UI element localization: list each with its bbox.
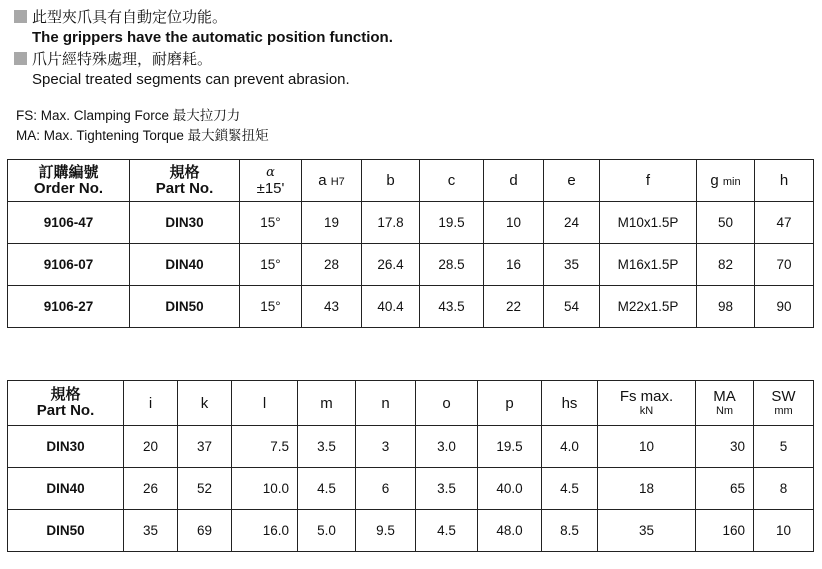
header-fs-unit: kN [639, 405, 654, 417]
cell-b: 26.4 [362, 244, 420, 286]
cell-k: 69 [178, 510, 232, 552]
header-i: i [124, 381, 178, 426]
cell-ma: 160 [696, 510, 754, 552]
header-alpha [240, 160, 302, 202]
header-a-sub: H7 [330, 176, 345, 188]
cell-d: 16 [484, 244, 544, 286]
header-l: l [232, 381, 298, 426]
cell-part-no: DIN50 [130, 286, 240, 328]
cell-c: 43.5 [420, 286, 484, 328]
header-order-en: Order No. [33, 179, 104, 197]
cell-n: 3 [356, 426, 416, 468]
header-ma [696, 381, 754, 426]
cell-e: 35 [544, 244, 600, 286]
cell-c: 19.5 [420, 202, 484, 244]
cell-k: 52 [178, 468, 232, 510]
cell-g: 98 [697, 286, 755, 328]
dimensions-table-2 [7, 380, 814, 552]
cell-g: 50 [697, 202, 755, 244]
cell-h: 70 [755, 244, 814, 286]
cell-fs: 35 [598, 510, 696, 552]
cell-alpha: 15° [240, 202, 302, 244]
cell-i: 35 [124, 510, 178, 552]
header-f: f [600, 160, 697, 202]
cell-c: 28.5 [420, 244, 484, 286]
note-2-zh-text: 爪片經特殊處理，耐磨耗。 [32, 51, 213, 68]
header-sw-unit: mm [774, 405, 793, 417]
header-fs-text: Fs max. [619, 388, 674, 405]
cell-k: 37 [178, 426, 232, 468]
header-b: b [362, 160, 420, 202]
cell-d: 22 [484, 286, 544, 328]
header-part-en: Part No. [155, 179, 214, 197]
table-row [8, 244, 814, 286]
table1-header-row [8, 160, 814, 202]
cell-f: M10x1.5P [600, 202, 697, 244]
header-part-zh: 規格 [169, 163, 200, 181]
cell-part-no: DIN40 [8, 468, 124, 510]
header-a [302, 160, 362, 202]
cell-h: 47 [755, 202, 814, 244]
cell-n: 9.5 [356, 510, 416, 552]
header-c: c [420, 160, 484, 202]
cell-m: 4.5 [298, 468, 356, 510]
cell-order-no: 9106-27 [8, 286, 130, 328]
header-ma-text: MA [713, 388, 736, 405]
cell-p: 19.5 [478, 426, 542, 468]
cell-part-no: DIN30 [8, 426, 124, 468]
header-part-no [8, 381, 124, 426]
cell-ma: 30 [696, 426, 754, 468]
cell-sw: 8 [754, 468, 814, 510]
cell-alpha: 15° [240, 286, 302, 328]
cell-part-no: DIN50 [8, 510, 124, 552]
header-fs [598, 381, 696, 426]
cell-f: M22x1.5P [600, 286, 697, 328]
header-o: o [416, 381, 478, 426]
header-order-zh: 訂購編號 [38, 163, 99, 181]
cell-b: 17.8 [362, 202, 420, 244]
square-bullet-icon [14, 52, 27, 65]
header-g-sub: min [722, 176, 741, 188]
cell-l: 16.0 [232, 510, 298, 552]
cell-o: 3.0 [416, 426, 478, 468]
cell-h: 90 [755, 286, 814, 328]
cell-f: M16x1.5P [600, 244, 697, 286]
cell-o: 3.5 [416, 468, 478, 510]
note-2-en: Special treated segments can prevent abrasion. [32, 71, 350, 88]
cell-sw: 10 [754, 510, 814, 552]
cell-sw: 5 [754, 426, 814, 468]
header-ma-unit: Nm [715, 405, 734, 417]
header-a-text: a [318, 172, 327, 189]
table-row [8, 510, 814, 552]
header-m: m [298, 381, 356, 426]
cell-hs: 8.5 [542, 510, 598, 552]
cell-m: 3.5 [298, 426, 356, 468]
cell-g: 82 [697, 244, 755, 286]
cell-n: 6 [356, 468, 416, 510]
header-d: d [484, 160, 544, 202]
table-row [8, 468, 814, 510]
cell-d: 10 [484, 202, 544, 244]
header-sw-text: SW [771, 388, 796, 405]
header-p: p [478, 381, 542, 426]
table-row [8, 426, 814, 468]
cell-order-no: 9106-47 [8, 202, 130, 244]
note-2-zh [14, 48, 814, 69]
cell-part-no: DIN40 [130, 244, 240, 286]
header-k: k [178, 381, 232, 426]
note-1-en: The grippers have the automatic position function. [32, 29, 393, 46]
cell-p: 48.0 [478, 510, 542, 552]
header-sw [754, 381, 814, 426]
cell-a: 19 [302, 202, 362, 244]
header-e: e [544, 160, 600, 202]
table-row [8, 286, 814, 328]
cell-i: 26 [124, 468, 178, 510]
dimensions-table-1 [7, 159, 814, 328]
cell-e: 24 [544, 202, 600, 244]
cell-i: 20 [124, 426, 178, 468]
cell-e: 54 [544, 286, 600, 328]
header-part-zh: 規格 [50, 386, 81, 403]
header-h: h [755, 160, 814, 202]
header-g [697, 160, 755, 202]
note-1-zh [14, 6, 814, 27]
cell-l: 10.0 [232, 468, 298, 510]
header-g-text: g [710, 172, 719, 189]
cell-fs: 18 [598, 468, 696, 510]
cell-a: 28 [302, 244, 362, 286]
cell-hs: 4.0 [542, 426, 598, 468]
header-n: n [356, 381, 416, 426]
header-alpha-value: ±15' [256, 179, 285, 197]
cell-part-no: DIN30 [130, 202, 240, 244]
cell-a: 43 [302, 286, 362, 328]
feature-notes [14, 6, 814, 90]
legend-fs: FS: Max. Clamping Force 最大拉刀力 [16, 108, 241, 123]
cell-m: 5.0 [298, 510, 356, 552]
abbreviation-legend [16, 106, 269, 146]
cell-o: 4.5 [416, 510, 478, 552]
header-part-en: Part No. [36, 402, 95, 419]
cell-fs: 10 [598, 426, 696, 468]
header-alpha-symbol: α [266, 164, 275, 180]
cell-p: 40.0 [478, 468, 542, 510]
table2-header-row [8, 381, 814, 426]
table-row [8, 202, 814, 244]
header-order-no [8, 160, 130, 202]
header-hs: hs [542, 381, 598, 426]
cell-order-no: 9106-07 [8, 244, 130, 286]
cell-ma: 65 [696, 468, 754, 510]
cell-alpha: 15° [240, 244, 302, 286]
cell-b: 40.4 [362, 286, 420, 328]
legend-ma: MA: Max. Tightening Torque 最大鎖緊扭矩 [16, 128, 269, 143]
cell-l: 7.5 [232, 426, 298, 468]
header-part-no [130, 160, 240, 202]
note-1-zh-text: 此型夾爪具有自動定位功能。 [32, 9, 228, 26]
cell-hs: 4.5 [542, 468, 598, 510]
square-bullet-icon [14, 10, 27, 23]
